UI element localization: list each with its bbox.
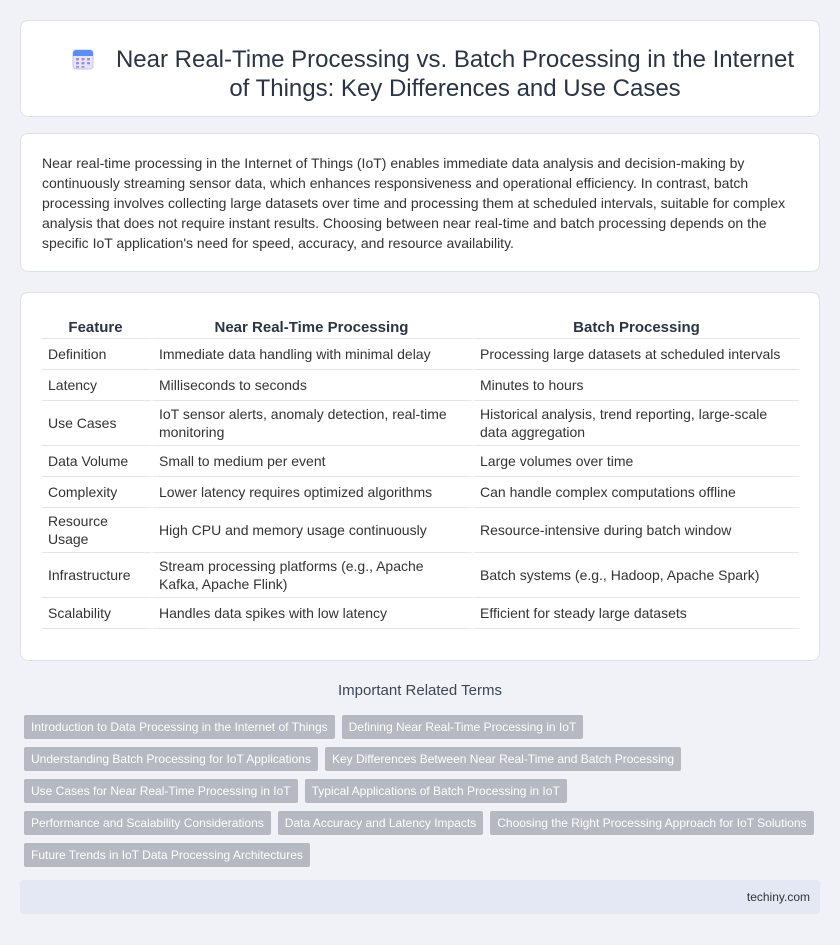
related-term-tag[interactable]: Introduction to Data Processing in the Internet of Things	[24, 715, 335, 739]
tag-row	[24, 715, 824, 739]
intro-paragraph: Near real-time processing in the Internet of Things (IoT) enables immediate data analysis and decision-making by continuously streaming sensor data, which enhances responsiveness and operational efficiency. In contrast, batch processing involves collecting large datasets over time and processing them at scheduled intervals, suitable for complex analysis that does not require instant results. Choosing between near real-time and batch processing depends on the specific IoT application's need for speed, accuracy, and resource availability.	[42, 155, 786, 251]
tag-row	[24, 811, 824, 835]
related-terms-heading: Important Related Terms	[338, 682, 502, 699]
column-header-near-real-time: Near Real-Time Processing	[153, 315, 474, 339]
related-term-tag[interactable]: Future Trends in IoT Data Processing Architectures	[24, 843, 310, 867]
column-header-batch: Batch Processing	[474, 315, 799, 339]
batch-cell: Large volumes over time	[474, 446, 799, 477]
feature-cell: Data Volume	[42, 446, 153, 477]
table-row	[42, 446, 799, 477]
tag-row	[24, 843, 824, 867]
related-term-tag[interactable]: Data Accuracy and Latency Impacts	[278, 811, 483, 835]
feature-cell: Definition	[42, 339, 153, 370]
table-row	[42, 401, 799, 446]
feature-cell: Infrastructure	[42, 553, 153, 598]
related-term-tag[interactable]: Choosing the Right Processing Approach for IoT Solutions	[490, 811, 813, 835]
near-real-time-cell: Small to medium per event	[153, 446, 474, 477]
feature-cell: Resource Usage	[42, 508, 153, 553]
table-header-row	[42, 315, 799, 339]
tag-row	[24, 779, 824, 803]
batch-cell: Historical analysis, trend reporting, large-scale data aggregation	[474, 401, 799, 446]
batch-cell: Processing large datasets at scheduled intervals	[474, 339, 799, 370]
related-term-tag[interactable]: Defining Near Real-Time Processing in IoT	[342, 715, 584, 739]
related-terms-list	[24, 715, 824, 875]
near-real-time-cell: Handles data spikes with low latency	[153, 598, 474, 629]
related-term-tag[interactable]: Typical Applications of Batch Processing in IoT	[305, 779, 567, 803]
table-row	[42, 553, 799, 598]
footer-site-link[interactable]: techiny.com	[746, 890, 810, 904]
feature-cell: Scalability	[42, 598, 153, 629]
feature-cell: Complexity	[42, 477, 153, 508]
related-term-tag[interactable]: Use Cases for Near Real-Time Processing in IoT	[24, 779, 298, 803]
batch-cell: Efficient for steady large datasets	[474, 598, 799, 629]
column-header-feature: Feature	[42, 315, 153, 339]
batch-cell: Can handle complex computations offline	[474, 477, 799, 508]
title-card	[20, 20, 820, 117]
table-row	[42, 370, 799, 401]
table-row	[42, 339, 799, 370]
batch-cell: Resource-intensive during batch window	[474, 508, 799, 553]
batch-cell: Batch systems (e.g., Hadoop, Apache Spark)	[474, 553, 799, 598]
near-real-time-cell: High CPU and memory usage continuously	[153, 508, 474, 553]
comparison-table	[42, 315, 799, 629]
batch-cell: Minutes to hours	[474, 370, 799, 401]
calendar-icon	[71, 47, 95, 71]
near-real-time-cell: Milliseconds to seconds	[153, 370, 474, 401]
related-term-tag[interactable]: Key Differences Between Near Real-Time and Batch Processing	[325, 747, 681, 771]
comparison-table-card	[20, 292, 820, 661]
footer-bar	[20, 880, 820, 914]
near-real-time-cell: Lower latency requires optimized algorithms	[153, 477, 474, 508]
related-term-tag[interactable]: Performance and Scalability Considerations	[24, 811, 271, 835]
near-real-time-cell: Stream processing platforms (e.g., Apache Kafka, Apache Flink)	[153, 553, 474, 598]
near-real-time-cell: Immediate data handling with minimal delay	[153, 339, 474, 370]
related-term-tag[interactable]: Understanding Batch Processing for IoT Applications	[24, 747, 318, 771]
table-row	[42, 598, 799, 629]
page-title: Near Real-Time Processing vs. Batch Processing in the Internet of Things: Key Differences and Use Cases	[115, 46, 795, 102]
near-real-time-cell: IoT sensor alerts, anomaly detection, real-time monitoring	[153, 401, 474, 446]
tag-row	[24, 747, 824, 771]
table-row	[42, 508, 799, 553]
feature-cell: Latency	[42, 370, 153, 401]
intro-card	[20, 133, 820, 272]
feature-cell: Use Cases	[42, 401, 153, 446]
table-row	[42, 477, 799, 508]
